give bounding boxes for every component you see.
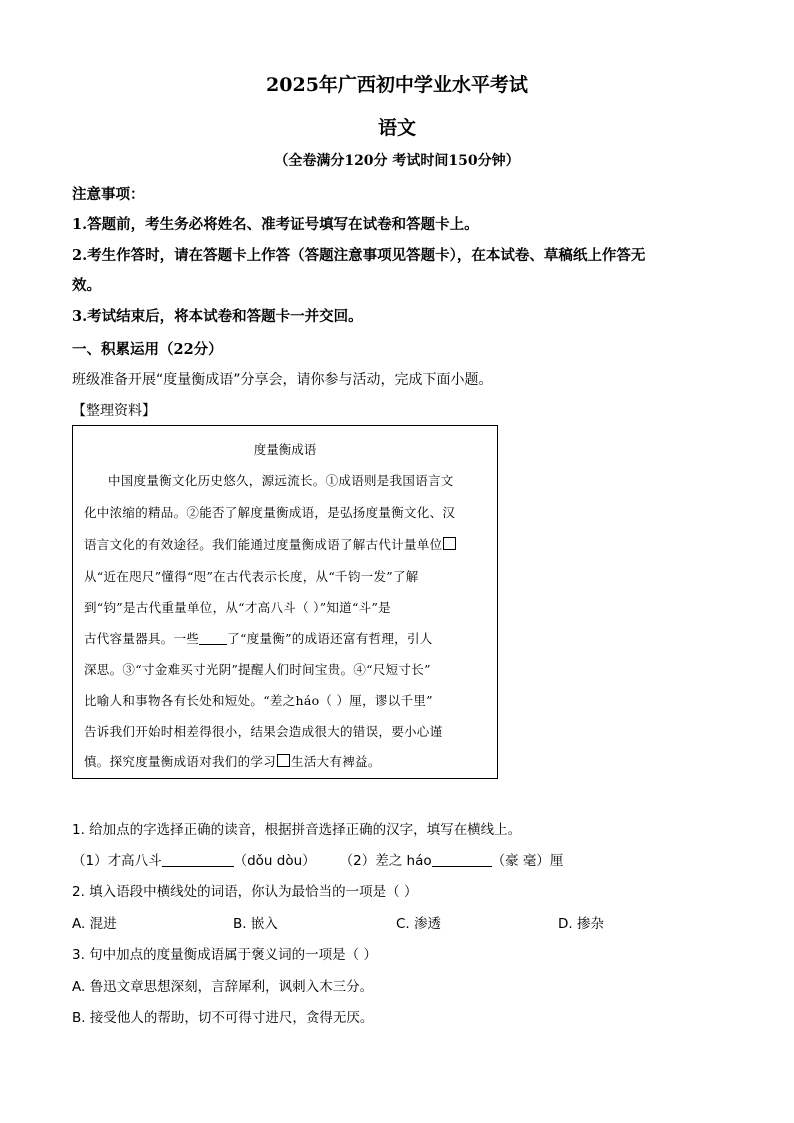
blank-square [443, 537, 456, 550]
q1-part1-options: （dǒu dòu） [233, 853, 316, 869]
passage-line-text: 语言文化的有效途径。我们能通过度量衡成语了解古代计量单位 [84, 537, 443, 552]
passage-box [72, 425, 498, 779]
note-item: 3.考试结束后，将本试卷和答题卡一并交回。 [72, 308, 363, 325]
section-heading: 一、积累运用（22分） [72, 341, 223, 358]
question-1-parts [72, 849, 563, 869]
passage-line [84, 535, 457, 553]
answer-blank[interactable] [432, 866, 492, 867]
exam-subject: 语文 [377, 117, 416, 139]
note-item: 1.答题前，考生务必将姓名、准考证号填写在试卷和答题卡上。 [72, 216, 479, 233]
question-1-stem: 1. 给加点的字选择正确的读音，根据拼音选择正确的汉字，填写在横线上。 [72, 822, 522, 838]
q1-part2-options: （豪 毫）厘 [491, 853, 564, 869]
passage-line-text: 古代容量器具。一些 [84, 631, 200, 646]
q2-option-a[interactable]: A. 混进 [72, 916, 117, 932]
q2-option-c[interactable]: C. 渗透 [396, 916, 442, 932]
material-label: 【整理资料】 [72, 403, 156, 419]
passage-line-text: 了“度量衡”的成语还富有哲理，引人 [227, 631, 433, 646]
passage-line: 比喻人和事物各有长处和短处。“差之háo（ ）厘，谬以千里” [84, 693, 433, 708]
passage-line: 从“近在咫尺”懂得“咫”在古代表示长度，从“千钧一发”了解 [84, 569, 419, 584]
blank-square [277, 754, 290, 767]
note-item: 效。 [72, 277, 101, 294]
answer-blank[interactable] [162, 866, 234, 867]
question-3-stem: 3. 句中加点的度量衡成语属于褒义词的一项是（ ） [72, 947, 377, 963]
q1-part2-text: （2）差之 háo [339, 853, 432, 869]
passage-line-text: 慎。探究度量衡成语对我们的学习 [84, 754, 277, 769]
passage-line: 化中浓缩的精品。②能否了解度量衡成语，是弘扬度量衡文化、汉 [84, 505, 456, 520]
fill-blank[interactable] [199, 644, 227, 645]
passage-line [84, 752, 381, 770]
q1-part1-text: （1）才高八斗 [72, 853, 162, 869]
passage-line [84, 629, 433, 647]
exam-info: （全卷满分120分 考试时间150分钟） [274, 153, 520, 169]
q2-option-b[interactable]: B. 嵌入 [233, 916, 278, 932]
note-item: 2.考生作答时，请在答题卡上作答（答题注意事项见答题卡），在本试卷、草稿纸上作答无 [72, 247, 646, 264]
question-2-stem: 2. 填入语段中横线处的词语，你认为最恰当的一项是（ ） [72, 884, 418, 900]
passage-line: 到“钧”是古代重量单位，从“才高八斗（ ）”知道“斗”是 [84, 600, 391, 615]
q3-option-a[interactable]: A. 鲁迅文章思想深刻，言辞犀利，讽刺入木三分。 [72, 979, 374, 995]
passage-line: 告诉我们开始时相差得很小，结果会造成很大的错误，要小心谨 [84, 724, 443, 739]
passage-line: 深思。③“寸金难买寸光阴”提醒人们时间宝贵。④“尺短寸长” [84, 662, 431, 677]
passage-title: 度量衡成语 [253, 442, 317, 457]
notes-heading: 注意事项： [72, 186, 145, 203]
passage-line: 中国度量衡文化历史悠久，源远流长。①成语则是我国语言文 [108, 473, 454, 488]
section-intro: 班级准备开展“度量衡成语”分享会，请你参与活动，完成下面小题。 [72, 372, 493, 388]
passage-line-text: 生活大有裨益。 [291, 754, 381, 769]
q3-option-b[interactable]: B. 接受他人的帮助，切不可得寸进尺，贪得无厌。 [72, 1010, 374, 1026]
exam-title: 2025年广西初中学业水平考试 [266, 74, 528, 96]
q2-option-d[interactable]: D. 掺杂 [558, 916, 604, 932]
